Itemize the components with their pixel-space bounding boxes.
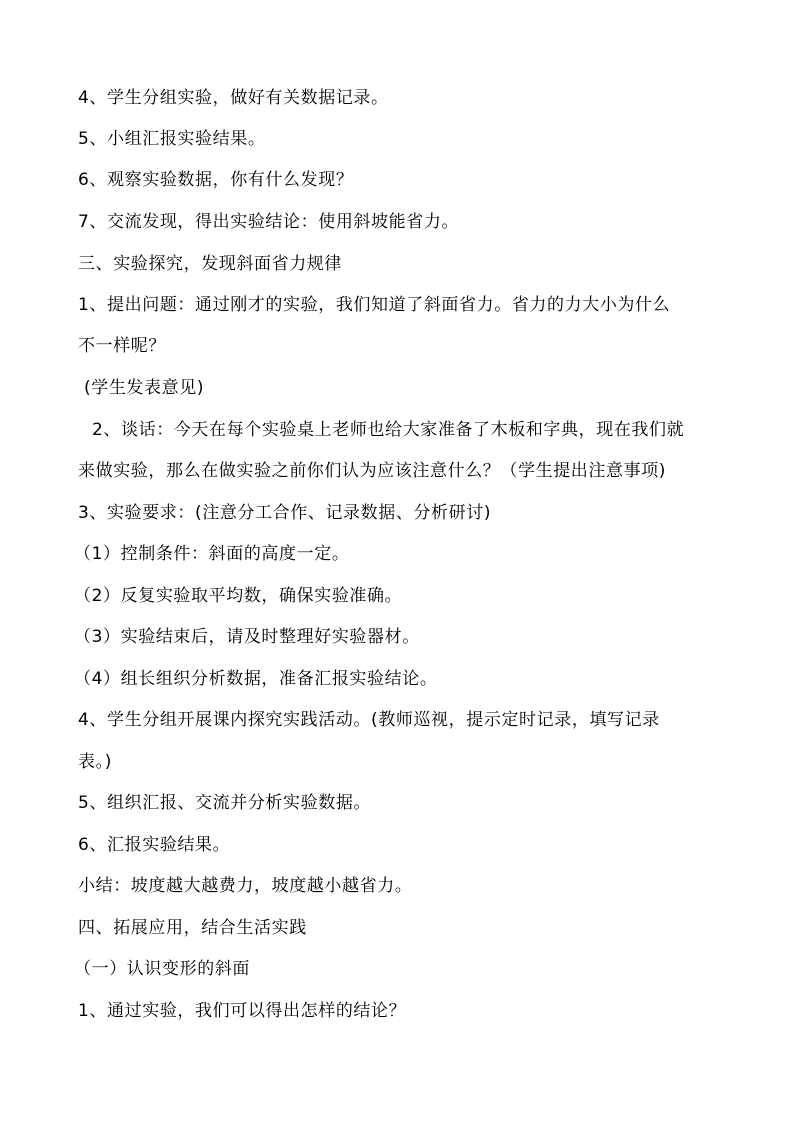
list-item: （4）组长组织分析数据，准备汇报实验结论。: [74, 669, 438, 689]
section-heading: 四、拓展应用，结合生活实践: [78, 918, 307, 938]
section-heading: 三、实验探究，发现斜面省力规律: [78, 254, 342, 274]
text-line: 不一样呢？: [78, 336, 166, 356]
text-line: 5、组织汇报、交流并分析实验数据。: [78, 793, 372, 813]
text-line: 2、谈话：今天在每个实验桌上老师也给大家准备了木板和字典，现在我们就: [92, 420, 685, 440]
list-item: （3）实验结束后，请及时整理好实验器材。: [74, 627, 420, 647]
text-line: 来做实验，那么在做实验之前你们认为应该注意什么？（学生提出注意事项): [78, 461, 667, 481]
text-line: 5、小组汇报实验结果。: [78, 129, 266, 149]
text-line: (学生发表意见): [84, 378, 205, 398]
text-line: 1、通过实验，我们可以得出怎样的结论？: [78, 1001, 407, 1021]
text-line: 表。): [78, 752, 112, 772]
text-line: 6、汇报实验结果。: [78, 835, 231, 855]
text-line: 6、观察实验数据，你有什么发现？: [78, 170, 354, 190]
text-line: 7、交流发现，得出实验结论：使用斜坡能省力。: [78, 212, 460, 232]
text-line: 4、学生分组开展课内探究实践活动。(教师巡视，提示定时记录，填写记录: [78, 710, 660, 730]
text-line: 4、学生分组实验，做好有关数据记录。: [78, 88, 389, 108]
subsection-heading: （一）认识变形的斜面: [74, 959, 250, 979]
text-line: 3、实验要求：(注意分工合作、记录数据、分析研讨): [78, 503, 492, 523]
summary-line: 小结：坡度越大越费力，坡度越小越省力。: [78, 876, 413, 896]
text-line: 1、提出问题：通过刚才的实验，我们知道了斜面省力。省力的力大小为什么: [78, 295, 671, 315]
list-item: （2）反复实验取平均数，确保实验准确。: [74, 586, 403, 606]
list-item: （1）控制条件：斜面的高度一定。: [74, 544, 350, 564]
